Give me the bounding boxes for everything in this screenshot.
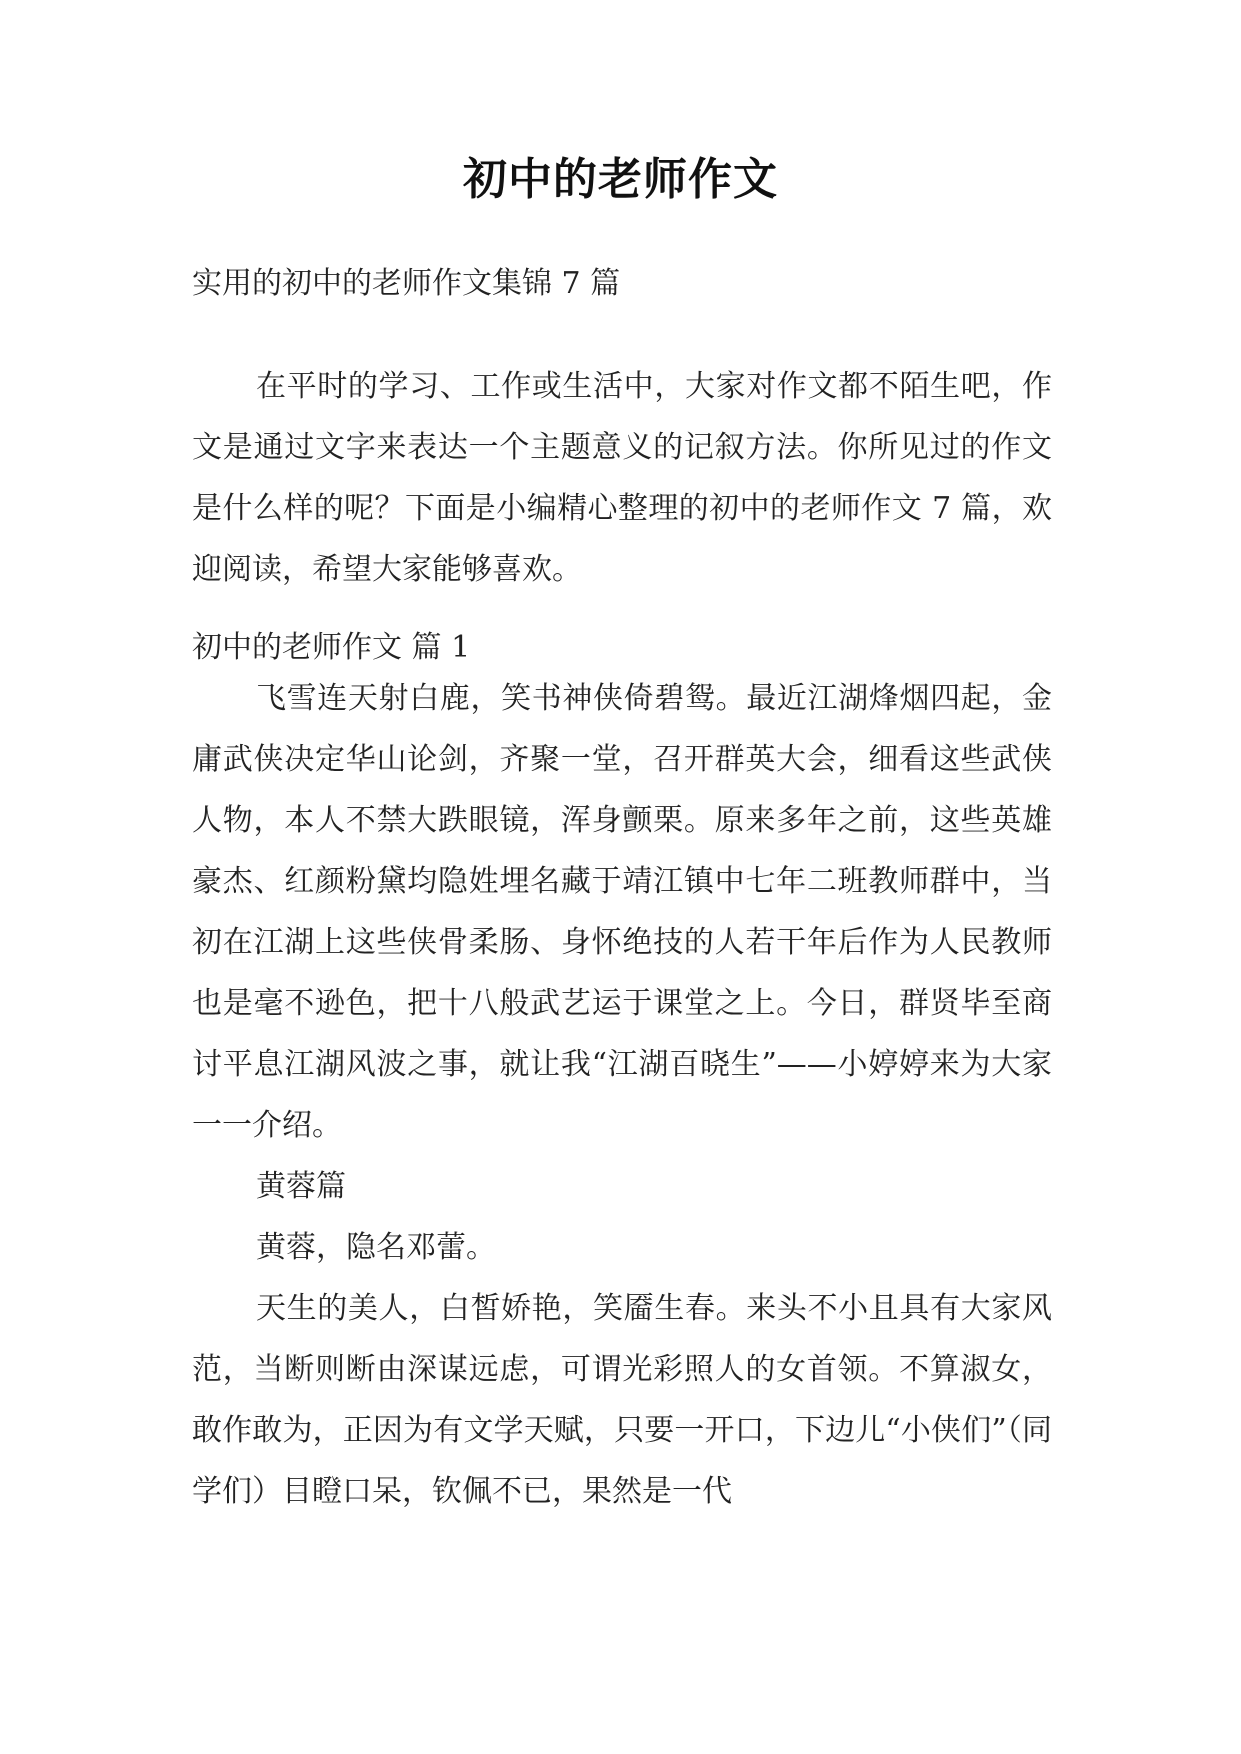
body-paragraph: 黄蓉，隐名邓蕾。 bbox=[256, 1230, 496, 1265]
section-body bbox=[192, 668, 1052, 1522]
document-subtitle: 实用的初中的老师作文集锦 7 篇 bbox=[192, 266, 621, 301]
subsection-heading: 黄蓉篇 bbox=[256, 1169, 346, 1204]
body-paragraph: 飞雪连天射白鹿，笑书神侠倚碧鸳。最近江湖烽烟四起，金庸武侠决定华山论剑，齐聚一堂，召开群英大会，细看这些武侠人物，本人不禁大跌眼镜，浑身颤栗。原来多年之前，这些英雄豪杰、红颜粉黛均隐姓埋名藏于靖江镇中七年二班教师群中，当初在江湖上这些侠骨柔肠、身怀绝技的人若干年后作为人民教师也是毫不逊色，把十八般武艺运于课堂之上。今日，群贤毕至商讨平息江湖风波之事，就让我“江湖百晓生”——小婷婷来为大家一一介绍。 bbox=[192, 681, 1052, 1143]
intro-block bbox=[192, 356, 1052, 600]
body-paragraph: 天生的美人，白皙娇艳，笑靥生春。来头不小且具有大家风范，当断则断由深谋远虑，可谓光彩照人的女首领。不算淑女，敢作敢为，正因为有文学天赋，只要一开口，下边儿“小侠们”（同学们）目瞪口呆，钦佩不已，果然是一代 bbox=[192, 1291, 1052, 1509]
section-heading: 初中的老师作文 篇 1 bbox=[192, 630, 471, 665]
document-title: 初中的老师作文 bbox=[463, 154, 778, 205]
intro-paragraph: 在平时的学习、工作或生活中，大家对作文都不陌生吧，作文是通过文字来表达一个主题意义的记叙方法。你所见过的作文是什么样的呢？下面是小编精心整理的初中的老师作文 7 篇，欢迎阅读，希望大家能够喜欢。 bbox=[192, 369, 1052, 587]
